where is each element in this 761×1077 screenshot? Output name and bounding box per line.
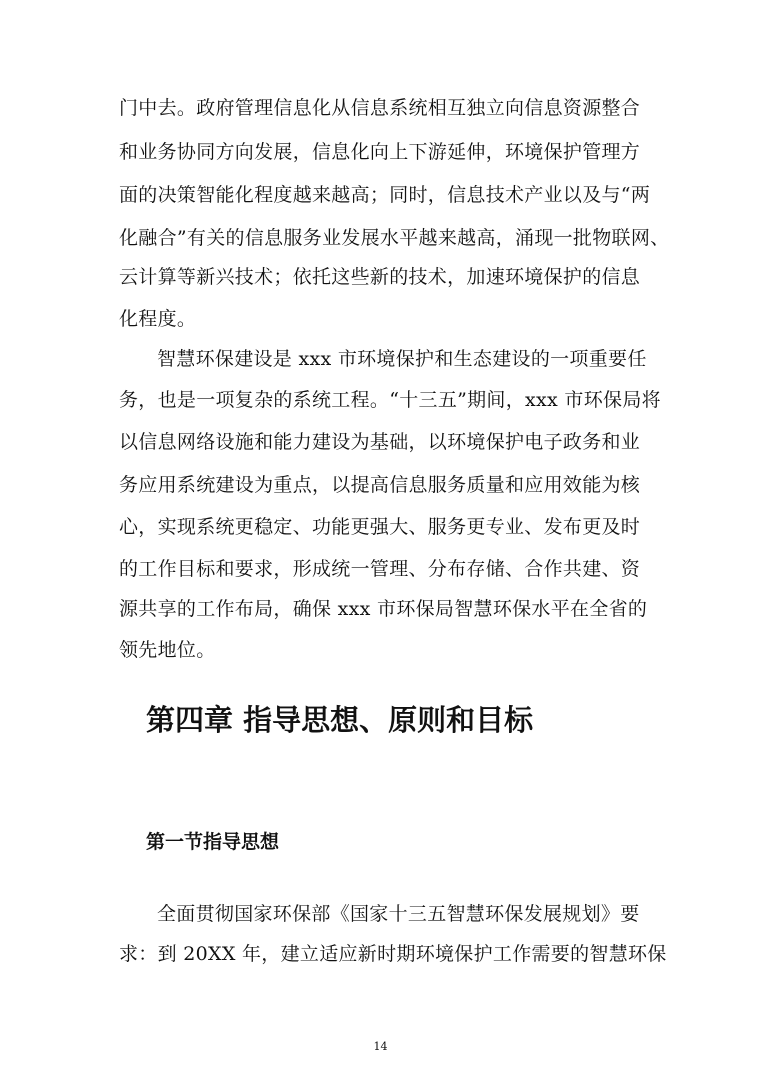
paragraph-2-line-4: 务应用系统建设为重点，以提高信息服务质量和应用效能为核 bbox=[119, 474, 641, 496]
paragraph-1-line-4: 化融合”有关的信息服务业发展水平越来越高，涌现一批物联网、 bbox=[119, 227, 670, 249]
paragraph-2-line-2: 务，也是一项复杂的系统工程。“十三五”期间，xxx 市环保局将 bbox=[119, 389, 661, 411]
paragraph-1-line-6: 化程度。 bbox=[119, 308, 197, 330]
paragraph-2-line-8: 领先地位。 bbox=[119, 639, 216, 661]
paragraph-1-line-5: 云计算等新兴技术；依托这些新的技术，加速环境保护的信息 bbox=[119, 266, 641, 288]
section-heading: 第一节指导思想 bbox=[146, 831, 280, 853]
paragraph-1-line-2: 和业务协同方向发展，信息化向上下游延伸，环境保护管理方 bbox=[119, 141, 641, 163]
paragraph-2-line-3: 以信息网络设施和能力建设为基础，以环境保护电子政务和业 bbox=[119, 431, 641, 453]
chapter-heading: 第四章 指导思想、原则和目标 bbox=[146, 703, 534, 737]
paragraph-2-line-1: 智慧环保建设是 xxx 市环境保护和生态建设的一项重要任 bbox=[157, 348, 647, 370]
page-number: 14 bbox=[373, 1040, 388, 1053]
paragraph-3-line-1: 全面贯彻国家环保部《国家十三五智慧环保发展规划》要 bbox=[157, 903, 640, 925]
paragraph-1-line-1: 门中去。政府管理信息化从信息系统相互独立向信息资源整合 bbox=[119, 97, 641, 119]
paragraph-2-line-6: 的工作目标和要求，形成统一管理、分布存储、合作共建、资 bbox=[119, 558, 641, 580]
paragraph-2-line-7: 源共享的工作布局，确保 xxx 市环保局智慧环保水平在全省的 bbox=[119, 598, 648, 620]
paragraph-1-line-3: 面的决策智能化程度越来越高；同时，信息技术产业以及与“两 bbox=[119, 184, 651, 206]
paragraph-3-line-2: 求：到 20XX 年，建立适应新时期环境保护工作需要的智慧环保 bbox=[119, 943, 667, 965]
paragraph-2-line-5: 心，实现系统更稳定、功能更强大、服务更专业、发布更及时 bbox=[119, 516, 641, 538]
